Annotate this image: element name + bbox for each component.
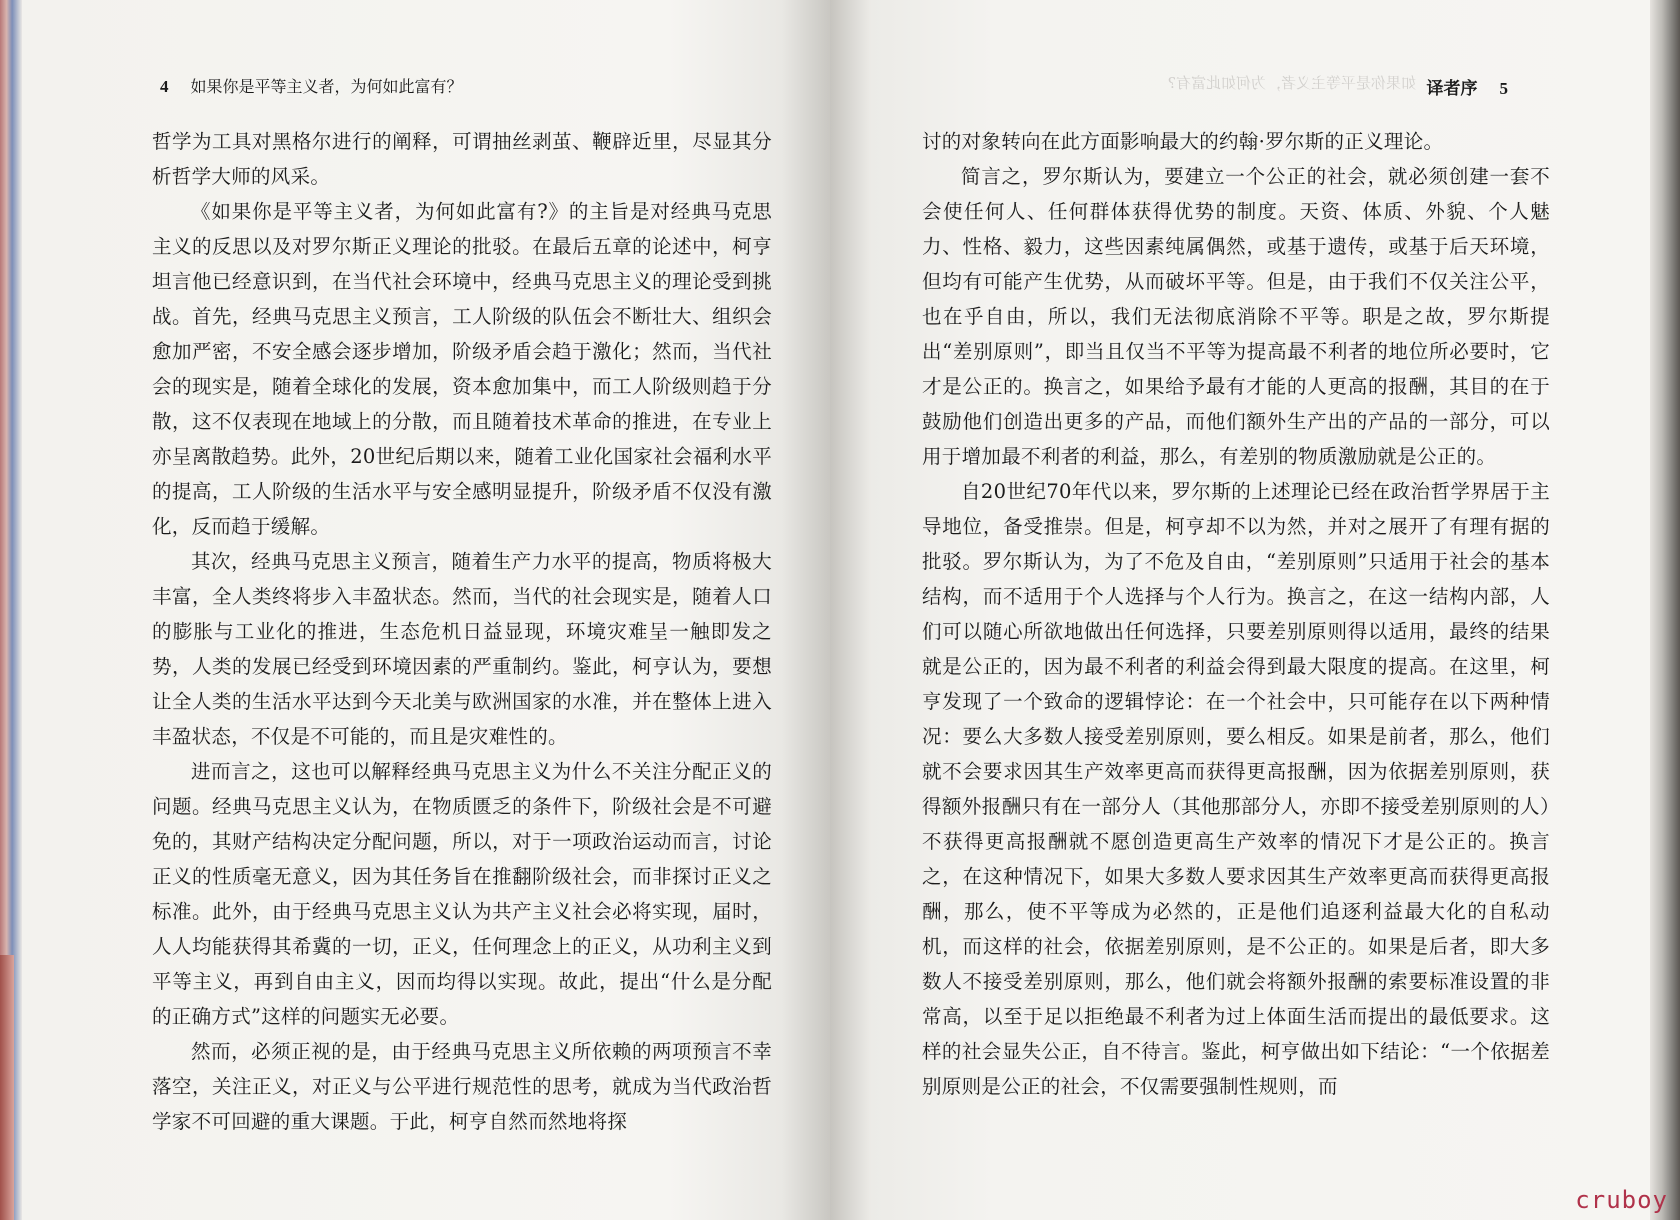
left-paragraph-3: 其次，经典马克思主义预言，随着生产力水平的提高，物质将极大丰富，全人类终将步入丰盈状态。然而，当代的社会现实是，随着人口的膨胀与工业化的推进，生态危机日益显现，环境灾难呈一触即发之势，人类的发展已经受到环境因素的严重制约。鉴此，柯亨认为，要想让全人类的生活水平达到今天北美与欧洲国家的水准，并在整体上进入丰盈状态，不仅是不可能的，而且是灾难性的。 — [152, 550, 772, 748]
left-running-header — [160, 74, 463, 97]
right-page-number: 5 — [1499, 79, 1508, 98]
right-running-title: 译者序 — [1426, 79, 1478, 99]
right-paragraph-2: 简言之，罗尔斯认为，要建立一个公正的社会，就必须创建一套不会使任何人、任何群体获得优势的制度。天资、体质、外貌、个人魅力、性格、毅力，这些因素纯属偶然，或基于遗传，或基于后天环境，但均有可能产生优势，从而破坏平等。但是，由于我们不仅关注公平，也在乎自由，所以，我们无法彻底消除不平等。职是之故，罗尔斯提出“差别原则”，即当且仅当不平等为提高最不利者的地位所必要时，它才是公正的。换言之，如果给予最有才能的人更高的报酬，其目的在于鼓励他们创造出更多的产品，而他们额外生产出的产品的一部分，可以用于增加最不利者的利益，那么，有差别的物质激励就是公正的。 — [922, 165, 1550, 468]
left-page — [22, 0, 830, 1220]
right-book-edge — [1650, 0, 1680, 1220]
watermark-text: cruboy — [1575, 1186, 1668, 1214]
left-book-edge — [0, 0, 22, 1220]
right-body-text — [922, 124, 1550, 1104]
left-paragraph-2: 《如果你是平等主义者，为何如此富有?》的主旨是对经典马克思主义的反思以及对罗尔斯正义理论的批驳。在最后五章的论述中，柯亨坦言他已经意识到，在当代社会环境中，经典马克思主义的理论受到挑战。首先，经典马克思主义预言，工人阶级的队伍会不断壮大、组织会愈加严密，不安全感会逐步增加，阶级矛盾会趋于激化；然而，当代社会的现实是，随着全球化的发展，资本愈加集中，而工人阶级则趋于分散，这不仅表现在地域上的分散，而且随着技术革命的推进，在专业上亦呈离散趋势。此外，20世纪后期以来，随着工业化国家社会福利水平的提高，工人阶级的生活水平与安全感明显提升，阶级矛盾不仅没有激化，反而趋于缓解。 — [152, 200, 772, 538]
right-page — [830, 0, 1650, 1220]
left-paragraph-5: 然而，必须正视的是，由于经典马克思主义所依赖的两项预言不幸落空，关注正义，对正义与公平进行规范性的思考，就成为当代政治哲学家不可回避的重大课题。于此，柯亨自然而然地将探 — [152, 1040, 772, 1133]
right-paragraph-3: 自20世纪70年代以来，罗尔斯的上述理论已经在政治哲学界居于主导地位，备受推崇。但是，柯亨却不以为然，并对之展开了有理有据的批驳。罗尔斯认为，为了不危及自由，“差别原则”只适用于社会的基本结构，而不适用于个人选择与个人行为。换言之，在这一结构内部，人们可以随心所欲地做出任何选择，只要差别原则得以适用，最终的结果就是公正的，因为最不利者的利益会得到最大限度的提高。在这里，柯亨发现了一个致命的逻辑悖论：在一个社会中，只可能存在以下两种情况：要么大多数人接受差别原则，要么相反。如果是前者，那么，他们就不会要求因其生产效率更高而获得更高报酬，因为依据差别原则，获得额外报酬只有在一部分人（其他那部分人，亦即不接受差别原则的人）不获得更高报酬就不愿创造更高生产效率的情况下才是公正的。换言之，在这种情况下，如果大多数人要求因其生产效率更高而获得更高报酬，那么，使不平等成为必然的，正是他们追逐利益最大化的自私动机，而这样的社会，依据差别原则，是不公正的。如果是后者，即大多数人不接受差别原则，那么，他们就会将额外报酬的索要标准设置的非常高，以至于足以拒绝最不利者为过上体面生活而提出的最低要求。这样的社会显失公正，自不待言。鉴此，柯亨做出如下结论：“一个依据差别原则是公正的社会，不仅需要强制性规则，而 — [922, 480, 1550, 1098]
cover-band — [0, 955, 14, 1220]
left-paragraph-1: 哲学为工具对黑格尔进行的阐释，可谓抽丝剥茧、鞭辟近里，尽显其分析哲学大师的风采。 — [152, 130, 772, 188]
left-running-title: 如果你是平等主义者，为何如此富有？ — [190, 77, 463, 96]
right-running-header — [1427, 74, 1509, 99]
left-page-number: 4 — [160, 77, 169, 96]
right-paragraph-1: 讨的对象转向在此方面影响最大的约翰·罗尔斯的正义理论。 — [922, 130, 1444, 153]
left-body-text — [152, 124, 772, 1139]
bleed-through-header: 如果你是平等主义者，为何如此富有? — [1168, 74, 1417, 92]
left-paragraph-4: 进而言之，这也可以解释经典马克思主义为什么不关注分配正义的问题。经典马克思主义认为，在物质匮乏的条件下，阶级社会是不可避免的，其财产结构决定分配问题，所以，对于一项政治运动而言，讨论正义的性质毫无意义，因为其任务旨在推翻阶级社会，而非探讨正义之标准。此外，由于经典马克思主义认为共产主义社会必将实现，届时，人人均能获得其希冀的一切，正义，任何理念上的正义，从功利主义到平等主义，再到自由主义，因而均得以实现。故此，提出“什么是分配的正确方式”这样的问题实无必要。 — [152, 760, 772, 1028]
